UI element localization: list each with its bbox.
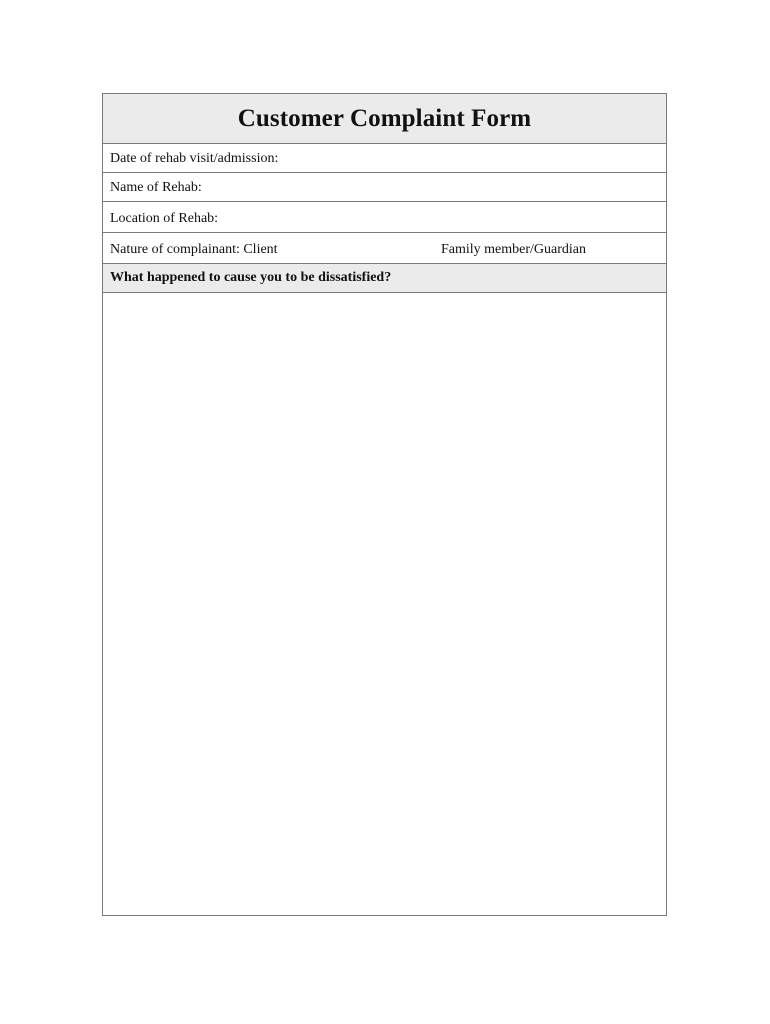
dissatisfaction-answer-field[interactable] <box>103 293 670 920</box>
complainant-family-option[interactable]: Family member/Guardian <box>441 242 587 257</box>
date-field-row[interactable] <box>103 144 666 173</box>
rehab-name-field-label: Name of Rehab: <box>110 180 202 195</box>
complainant-nature-row[interactable] <box>103 233 666 264</box>
complainant-client-option[interactable]: Nature of complainant: Client <box>110 242 278 257</box>
form-header <box>103 94 666 144</box>
complaint-form <box>102 93 667 916</box>
rehab-location-field-row[interactable] <box>103 202 666 233</box>
form-title: Customer Complaint Form <box>237 104 532 132</box>
dissatisfaction-question-text: What happened to cause you to be dissatisfied? <box>110 270 392 285</box>
rehab-location-field-label: Location of Rehab: <box>110 211 219 226</box>
rehab-name-field-row[interactable] <box>103 173 666 202</box>
date-field-label: Date of rehab visit/admission: <box>110 151 279 166</box>
dissatisfaction-question-heading <box>103 264 666 293</box>
